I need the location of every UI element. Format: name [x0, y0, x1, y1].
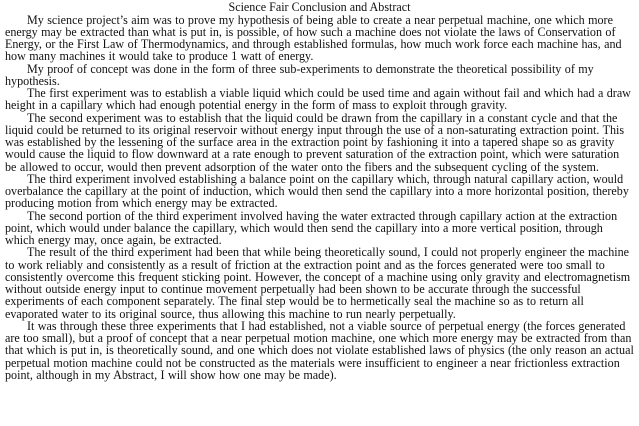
paragraph-third-experiment-part-two: The second portion of the third experiment involved having the water extracted through capillary action at the extraction point, which would under balance the capillary, which would then send the capillary into a more vertical position, through which energy may, once again, be extracted. [5, 208, 618, 247]
paragraph-result: The result of the third experiment had been that while being theoretically sound, I could not properly engineer the machine to work reliably and consistently as a result of friction at the extraction point and as the forces generated were too small to consistently overcome this frequent sticking point. However, the concept of a machine using only gravity and electromagnetism without outside energy input to continue movement perpetually had been shown to be accurate through the successful experiments of each component separately. The final step would be to hermetically seal the machine so as to return all evaporated water to its original source, thus allowing this machine to run nearly perpetually. [5, 245, 631, 321]
paragraph-proof-of-concept: My proof of concept was done in the form of three sub-experiments to demonstrate the theoretical possibility of my hypothesis. [5, 61, 594, 88]
paragraph-first-experiment: The first experiment was to establish a viable liquid which could be used time and again without fail and which had a draw height in a capillary which had enough potential energy in the form of mass to exploit through gravity. [5, 86, 631, 113]
paragraph-conclusion: It was through these three experiments that I had established, not a viable source of perpetual energy (the forces generated are too small), but a proof of concept that a near perpetual motion machine, one which more energy may be extracted from than that which is put in, is theoretically sound, and one which does not violate established laws of physics (the only reason an actual perpetual motion machine could not be constructed as the materials were insufficient to engineer a near frictionless extraction point, although in my Abstract, I will show how one may be made). [5, 318, 634, 382]
paragraph-second-experiment: The second experiment was to establish that the liquid could be drawn from the capillary in a constant cycle and that the liquid could be returned to its original reservoir without energy input through the use of a non-saturating extraction point. This was established by the lessening of the surface area in the extraction point by fashioning it into a tapered shape so as gravity would cause the liquid to flow downward at a rate enough to prevent saturation of the extraction point, which were saturation be allowed to occur, would then prevent adsorption of the water onto the fibers and the subsequent cycling of the system. [5, 110, 625, 174]
document-title: Science Fair Conclusion and Abstract [228, 0, 411, 14]
paragraph-third-experiment: The third experiment involved establishing a balance point on the capillary which, through natural capillary action, would overbalance the capillary at the point of induction, which would then send the capillary into a more horizontal position, thereby producing motion from which energy may be extracted. [5, 171, 629, 211]
paragraph-hypothesis: My science project’s aim was to prove my hypothesis of being able to create a near perpetual machine, one which more energy may be extracted than what is put in, is possible, of how such a machine does not violate the laws of Conservation of Energy, or the First Law of Thermodynamics, and through established formulas, how much work force each machine has, and how many machines it would take to produce 1 watt of energy. [5, 12, 622, 64]
